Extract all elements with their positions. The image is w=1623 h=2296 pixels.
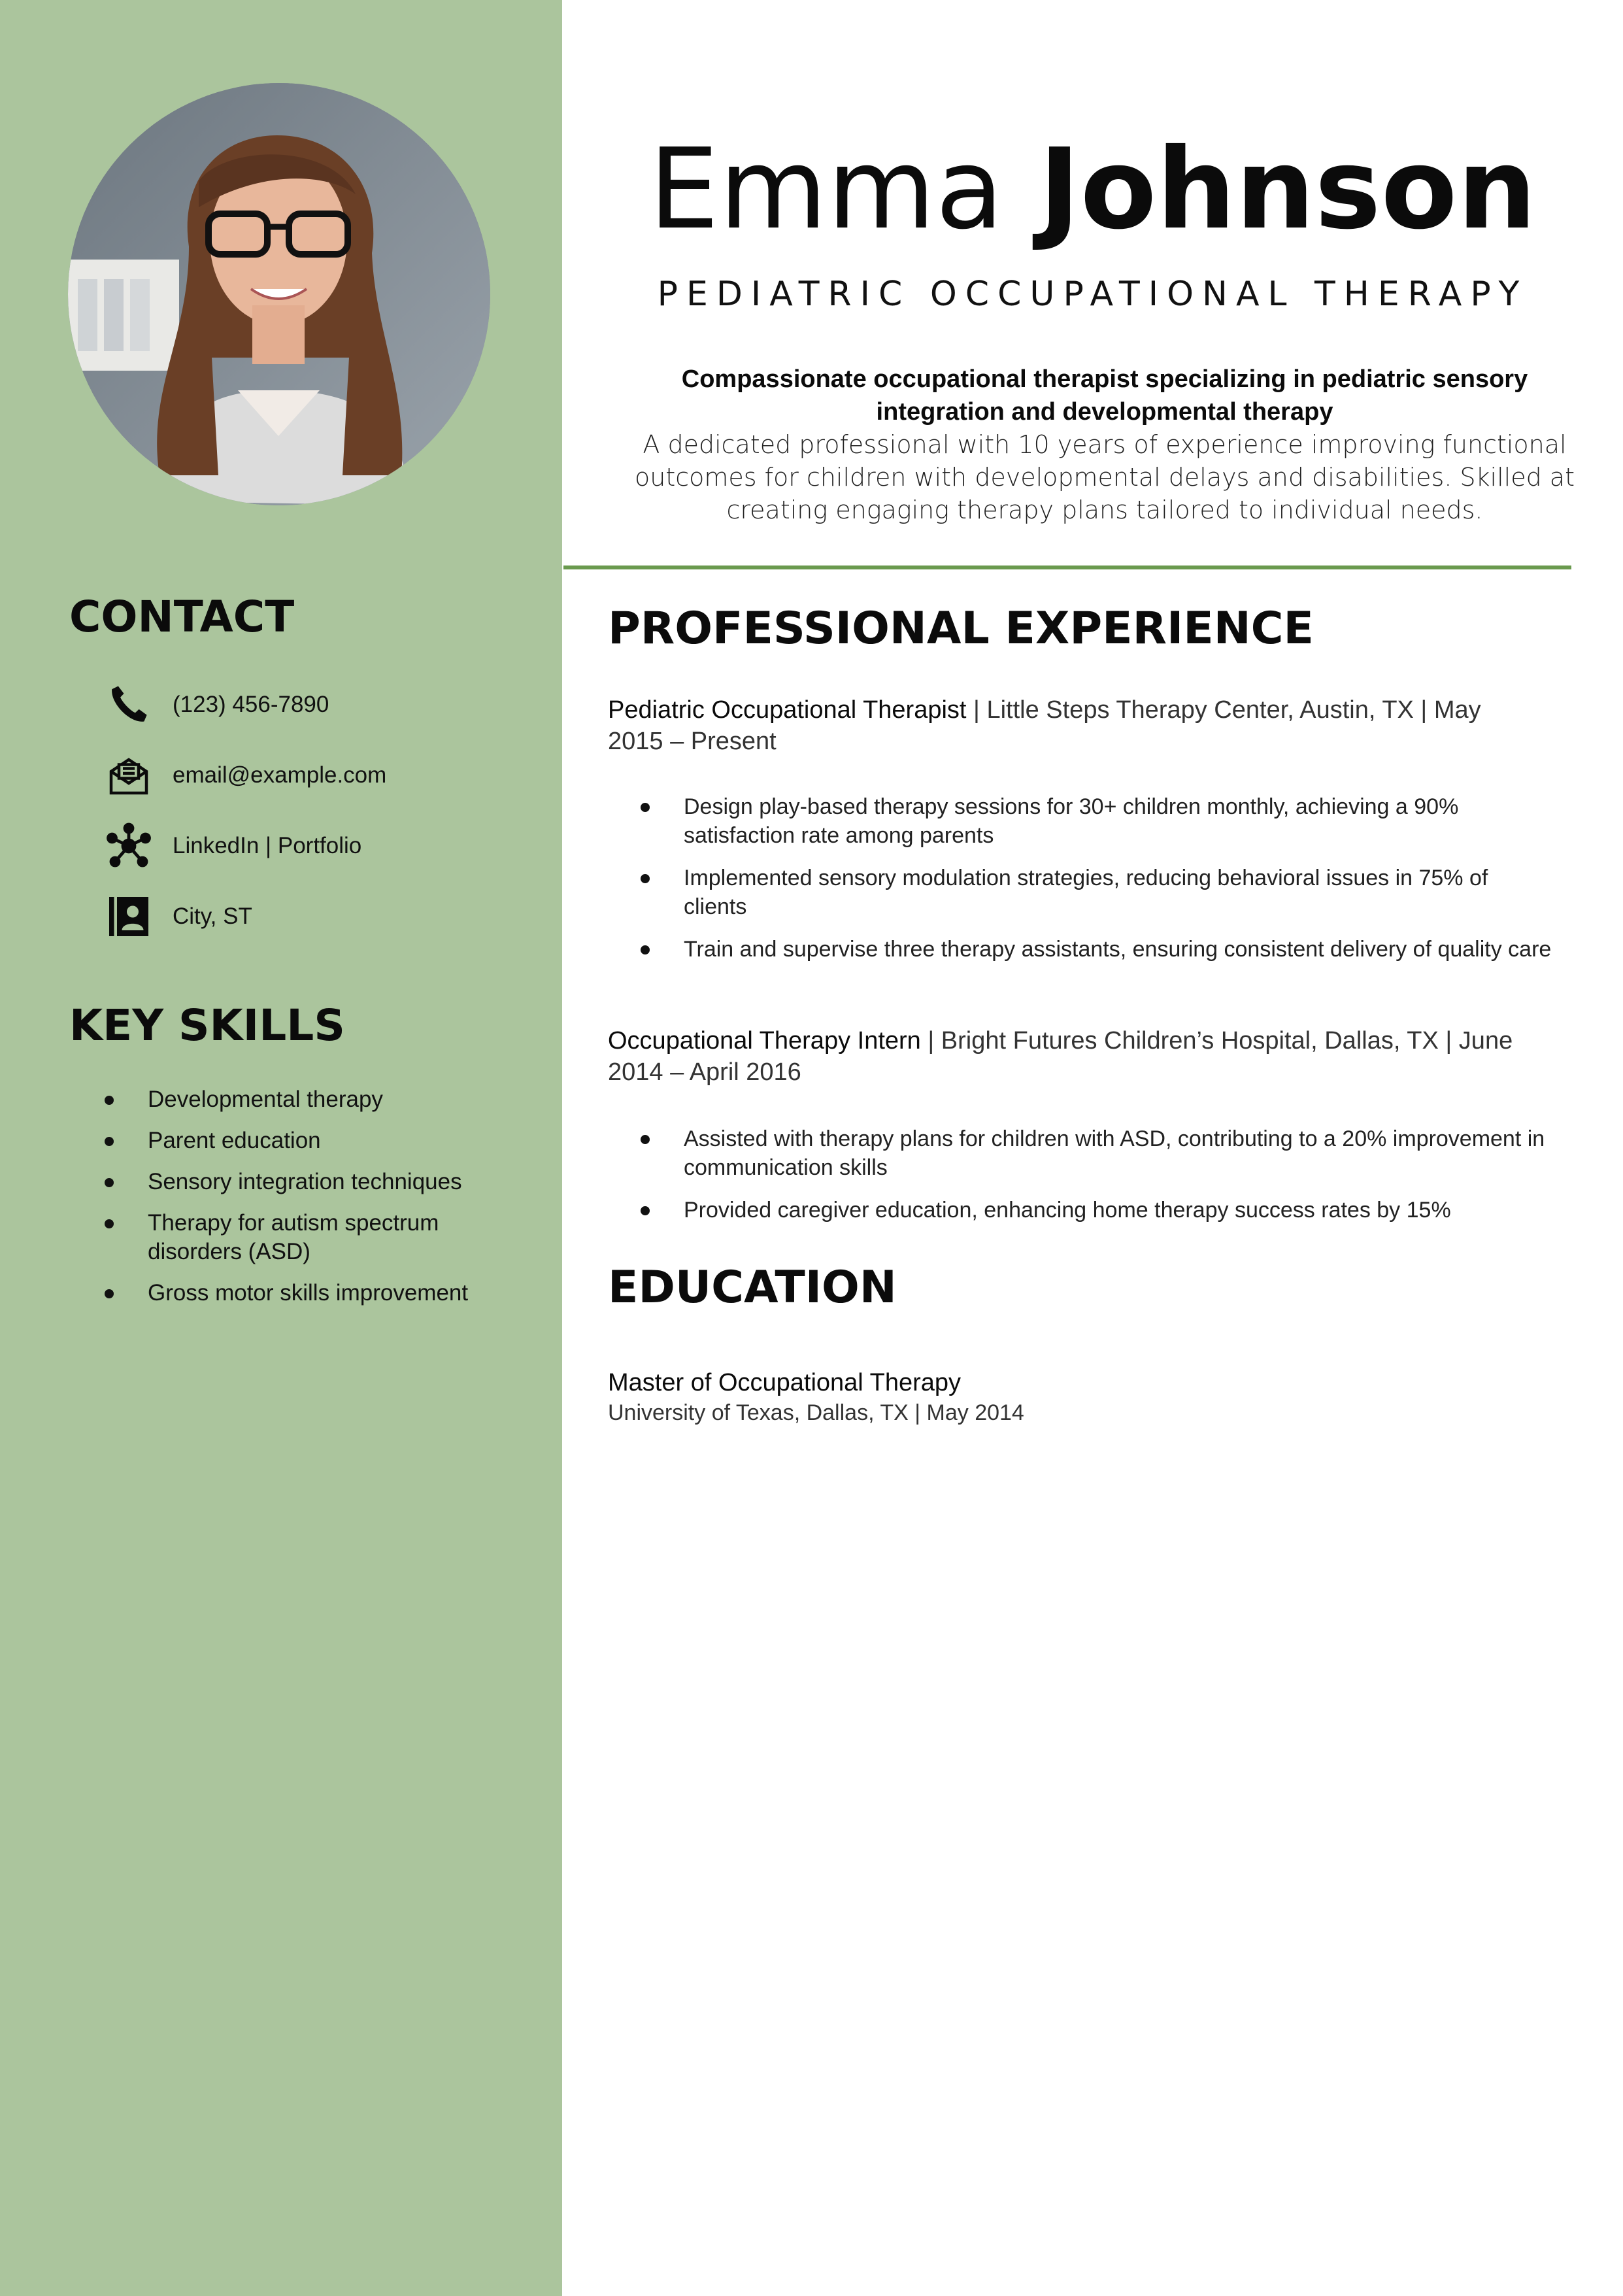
job-details: | Bright Futures Children’s Hospital, Dallas, TX | June 2014 – April 2016 [608,1027,1513,1086]
list-item: Sensory integration techniques [105,1168,523,1196]
education-heading: EDUCATION [608,1262,897,1313]
list-item: Assisted with therapy plans for children with ASD, contributing to a 20% improvement in communication skills [641,1124,1556,1182]
job-bullets [641,1124,1556,1238]
address-book-icon [105,892,153,941]
contact-email [105,749,387,802]
contact-location [105,890,252,943]
list-item: Design play-based therapy sessions for 30+ children monthly, achieving a 90% satisfaction rate among parents [641,792,1556,850]
phone-icon [105,681,153,729]
phone-text[interactable]: (123) 456-7890 [173,692,329,717]
network-icon [105,822,153,870]
job-header [608,1025,1543,1088]
summary-body: A dedicated professional with 10 years of experience improving functional outcomes for children with developmental delays and disabilities. Skilled at creating engaging therapy plans tailored to individual needs. [634,430,1575,524]
location-text: City, ST [173,903,252,929]
email-text[interactable]: email@example.com [173,762,387,788]
contact-phone [105,679,329,731]
sidebar [0,0,562,2296]
contact-heading: CONTACT [69,592,295,642]
job-title: Occupational Therapy Intern [608,1027,921,1055]
first-name: Emma [648,125,1004,254]
job-details: | Little Steps Therapy Center, Austin, TX | May 2015 – Present [608,696,1481,755]
list-item: Implemented sensory modulation strategies, reducing behavioral issues in 75% of clients [641,864,1556,921]
experience-heading: PROFESSIONAL EXPERIENCE [608,603,1314,654]
portrait-image [68,83,490,505]
last-name: Johnson [1039,125,1537,254]
list-item: Developmental therapy [105,1085,523,1114]
skills-heading: KEY SKILLS [69,1000,345,1051]
job-title: Pediatric Occupational Therapist [608,696,967,724]
list-item: Train and supervise three therapy assistants, ensuring consistent delivery of quality care [641,935,1556,964]
summary-headline: Compassionate occupational therapist specializing in pediatric sensory integration and developmental therapy [681,365,1528,426]
contact-links [105,820,362,872]
candidate-name [562,124,1623,255]
section-divider [563,566,1571,569]
job-header [608,694,1543,757]
role-title: PEDIATRIC OCCUPATIONAL THERAPY [657,275,1528,314]
list-item: Gross motor skills improvement [105,1279,523,1308]
job-bullets [641,792,1556,977]
education-degree: Master of Occupational Therapy [608,1369,962,1396]
skills-list [105,1085,523,1320]
email-icon [105,751,153,800]
list-item: Provided caregiver education, enhancing home therapy success rates by 15% [641,1196,1556,1224]
list-item: Parent education [105,1126,523,1155]
education-detail: University of Texas, Dallas, TX | May 2014 [608,1400,1024,1425]
links-text[interactable]: LinkedIn | Portfolio [173,833,362,858]
list-item: Therapy for autism spectrum disorders (ASD) [105,1209,523,1266]
profile-photo [68,83,490,505]
